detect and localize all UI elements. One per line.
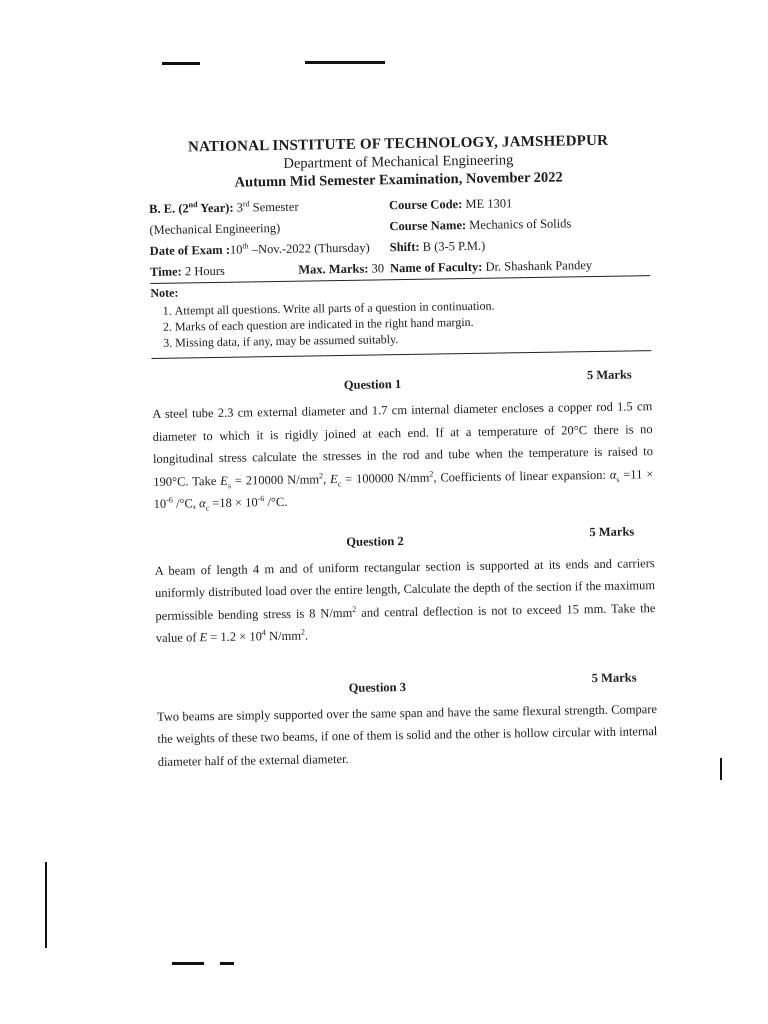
q2-e-symbol: E bbox=[199, 630, 208, 645]
faculty-value: Dr. Shashank Pandey bbox=[482, 258, 593, 274]
program-semester bbox=[149, 198, 389, 217]
course-code bbox=[389, 196, 512, 213]
q1-ec-symbol: E bbox=[329, 471, 338, 486]
semester-sup: rd bbox=[242, 199, 250, 209]
scan-mark bbox=[162, 62, 200, 65]
exam-details bbox=[149, 191, 650, 283]
program-label-text: B. E. (2 bbox=[148, 201, 189, 216]
exam-time bbox=[150, 264, 225, 280]
paper-header bbox=[148, 132, 649, 193]
q1-coef-text: , Coefficients of linear expansion: bbox=[433, 467, 610, 485]
institute-name: NATIONAL INSTITUTE OF TECHNOLOGY, JAMSHEDPUR bbox=[187, 132, 609, 156]
q1-ac-sup: -6 bbox=[257, 494, 265, 504]
faculty-label: Name of Faculty: bbox=[389, 259, 483, 276]
question-marks: 5 Marks bbox=[586, 367, 632, 383]
q1-ac-sub: c bbox=[205, 503, 210, 513]
q2-e-unit: N/mm bbox=[265, 628, 302, 644]
exam-date bbox=[150, 240, 390, 259]
question-3 bbox=[156, 670, 657, 773]
exam-date-day: 10 bbox=[229, 242, 243, 257]
question-marks: 5 Marks bbox=[589, 523, 635, 539]
q1-as-sub: s bbox=[616, 474, 620, 484]
question-text: Two beams are simply supported over the same span and have the same flexural strength. Compare the weights of these two beams, if one of them is solid and the other is hollow circular with internal diameter half of the external diameter. bbox=[156, 701, 658, 769]
course-code-value: ME 1301 bbox=[462, 196, 513, 212]
exam-title: Autumn Mid Semester Examination, November 2022 bbox=[234, 169, 563, 191]
question-header bbox=[156, 670, 656, 698]
question-1 bbox=[152, 367, 654, 515]
q1-as-unit: /°C, bbox=[172, 496, 200, 511]
instructions bbox=[150, 276, 651, 358]
question-header bbox=[152, 367, 652, 395]
q2-e-value: = 1.2 × 10 bbox=[207, 629, 263, 645]
q1-es-sub: s bbox=[227, 480, 232, 490]
time-value: 2 Hours bbox=[181, 263, 225, 279]
q1-ec-value: = 100000 N/mm bbox=[341, 470, 430, 486]
course-code-label: Course Code: bbox=[388, 197, 463, 213]
program-label-end: Year): bbox=[197, 200, 234, 216]
instruction-item: 3. Missing data, if any, may be assumed suitably. bbox=[175, 328, 651, 350]
q1-as-symbol: α bbox=[609, 467, 617, 482]
question-marks: 5 Marks bbox=[591, 669, 637, 685]
question-2 bbox=[154, 524, 656, 650]
q1-es-value: = 210000 N/mm bbox=[230, 471, 320, 488]
shift-value: B (3-5 P.M.) bbox=[419, 238, 486, 254]
q1-es-sup: 2 bbox=[318, 470, 324, 480]
shift-label: Shift: bbox=[389, 239, 420, 255]
instruction-item: 1. Attempt all questions. Write all parts of a question in continuation. bbox=[175, 296, 651, 318]
q1-ac-unit: /°C. bbox=[264, 494, 288, 510]
faculty bbox=[390, 258, 592, 276]
q2-text-b: and central deflection is not to exceed 15 mm. Take the value of bbox=[155, 600, 656, 645]
semester-number: 3 bbox=[233, 200, 244, 215]
q1-separator: , bbox=[322, 471, 331, 486]
program-label-sup: nd bbox=[188, 200, 198, 210]
q1-ac-value: =18 × 10 bbox=[209, 495, 258, 511]
instruction-item: 2. Marks of each question are indicated in the right hand margin. bbox=[175, 312, 651, 334]
max-marks-label: Max. Marks: bbox=[298, 261, 369, 277]
time-marks bbox=[150, 261, 390, 280]
shift bbox=[390, 239, 486, 255]
q1-as-sup: -6 bbox=[166, 495, 173, 505]
q1-as-value: =11 × 10 bbox=[153, 466, 654, 511]
q1-ec-sup: 2 bbox=[429, 468, 434, 478]
question-text bbox=[152, 395, 654, 515]
scan-mark bbox=[220, 962, 234, 965]
semester-text: Semester bbox=[249, 199, 299, 215]
scan-mark bbox=[305, 61, 385, 64]
q1-ec-sub: c bbox=[337, 479, 342, 489]
question-header bbox=[154, 524, 654, 552]
q2-e-sup: 4 bbox=[261, 628, 266, 638]
department-name: Department of Mechanical Engineering bbox=[283, 152, 514, 172]
q2-text-a: A beam of length 4 m and of uniform rectangular section is supported at its ends and carriers uniformly distributed load over the entire length, Calculate the depth of the section if the maximum permissible bending stress is 8 N/mm bbox=[154, 555, 656, 623]
instructions-title: Note: bbox=[150, 285, 179, 300]
q1-ac-symbol: α bbox=[198, 496, 206, 511]
branch: (Mechanical Engineering) bbox=[149, 220, 281, 237]
instructions-list bbox=[151, 296, 652, 351]
max-marks bbox=[298, 261, 384, 277]
exam-date-sup: th bbox=[242, 241, 249, 251]
question-title: Question 3 bbox=[348, 679, 407, 695]
course-name-label: Course Name: bbox=[389, 218, 467, 234]
exam-paper bbox=[148, 132, 658, 773]
scan-mark bbox=[172, 962, 204, 965]
q2-e-unit-sup: 2 bbox=[300, 627, 306, 637]
program-label bbox=[149, 201, 234, 216]
scan-mark bbox=[720, 758, 722, 780]
exam-date-label: Date of Exam : bbox=[149, 242, 231, 258]
question-title: Question 2 bbox=[346, 533, 404, 549]
scan-mark bbox=[45, 862, 47, 948]
q2-stress-sup: 2 bbox=[352, 604, 357, 614]
q1-es-symbol: E bbox=[220, 473, 228, 488]
exam-date-rest: –Nov.-2022 (Thursday) bbox=[248, 240, 370, 257]
course-name-value: Mechanics of Solids bbox=[465, 216, 572, 233]
question-title: Question 1 bbox=[343, 377, 402, 392]
max-marks-value: 30 bbox=[368, 261, 385, 276]
course-name bbox=[389, 216, 571, 234]
q2-end: . bbox=[304, 628, 309, 643]
question-text bbox=[155, 552, 656, 650]
time-label: Time: bbox=[149, 264, 182, 279]
q1-text: A steel tube 2.3 cm external diameter and 1.7 cm internal diameter encloses a copper rod 1.5 cm diameter to which it is rigidly joined at each end. If at a temperature of 20°C there is no longitudinal stress calculate the stresses in the rod and tube when the temperature is raised to 190°C. Take bbox=[152, 399, 654, 489]
